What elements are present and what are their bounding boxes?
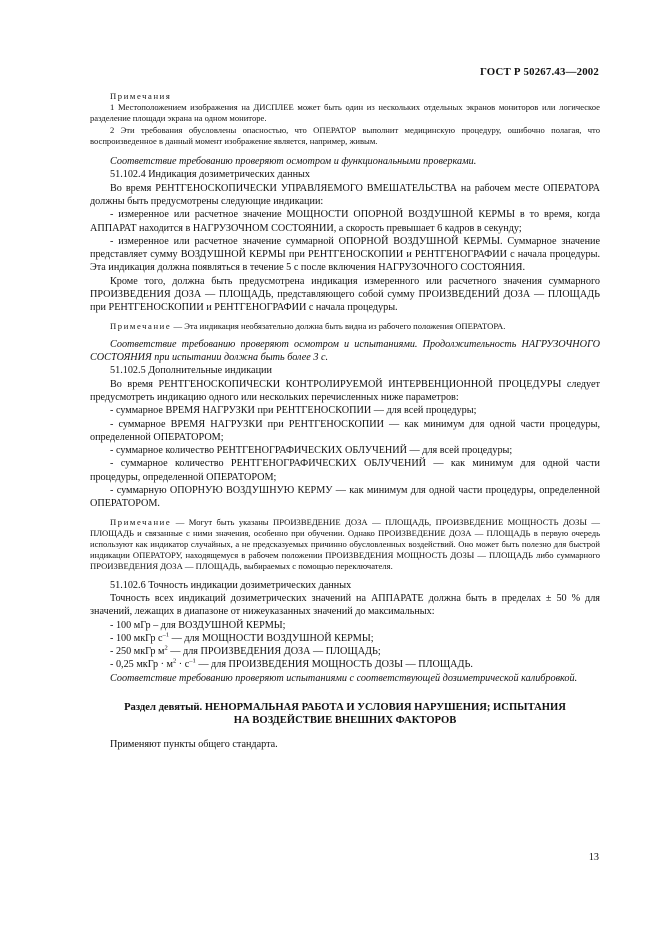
exponent: –1 [162, 631, 170, 639]
item-text: · с [176, 659, 190, 671]
notes-title: Примечания [110, 91, 172, 101]
list-item: - суммарную ОПОРНУЮ ВОЗДУШНУЮ КЕРМУ — как минимум для одной части процедуры, определенной ОПЕРАТОРОМ. [90, 485, 600, 510]
item-text: — для ПРОИЗВЕДЕНИЯ ДОЗА — ПЛОЩАДЬ; [167, 646, 381, 658]
clause-heading-51-102-6: 51.102.6 Точность индикации дозиметрических данных [110, 579, 352, 591]
item-text: — для МОЩНОСТИ ВОЗДУШНОЙ КЕРМЫ; [169, 632, 374, 644]
item-text: - 250 мкГр м [110, 646, 165, 658]
clause-heading-51-102-5: 51.102.5 Дополнительные индикации [110, 365, 272, 377]
page-number: 13 [588, 852, 599, 863]
note-2: 2 Эти требования обусловлены опасностью, что ОПЕРАТОР выполнит медицинскую процедуру, ошибочно полагая, что воспроизведенное в данный момент изображение является, например, живым. [90, 124, 600, 146]
item-text: - 100 мкГр с [110, 632, 163, 644]
document-code: ГОСТ Р 50267.43—2002 [479, 66, 599, 78]
page-content [90, 91, 600, 751]
section-title [90, 701, 600, 728]
item-text: - 0,25 мкГр · м [110, 659, 173, 671]
compliance-statement: Соответствие требованию проверяют испытаниями с соответствующей дозиметрической калибровкой. [110, 672, 578, 684]
paragraph: Точность всех индикаций дозиметрических значений на АППАРАТЕ должна быть в пределах ± 50 % для значений, лежащих в диапазоне от нижеуказанных значений до максимальных: [90, 592, 600, 618]
exponent: 2 [173, 658, 177, 666]
section-title-line-2: НА ВОЗДЕЙСТВИЕ ВНЕШНИХ ФАКТОРОВ [233, 715, 457, 727]
list-item: - суммарное ВРЕМЯ НАГРУЗКИ при РЕНТГЕНОСКОПИИ — для всей процедуры; [110, 405, 477, 417]
exponent: 2 [164, 644, 168, 652]
paragraph: Во время РЕНТГЕНОСКОПИЧЕСКИ КОНТРОЛИРУЕМОЙ ИНТЕРВЕНЦИОННОЙ ПРОЦЕДУРЫ следует предусмотреть индикацию одного или нескольких перечисленных ниже параметров: [90, 378, 600, 403]
clause-heading-51-102-4: 51.102.4 Индикация дозиметрических данных [110, 169, 310, 181]
list-item: - измеренное или расчетное значение МОЩНОСТИ ОПОРНОЙ ВОЗДУШНОЙ КЕРМЫ в то время, когда АППАРАТ находится в НАГРУЗОЧНОМ СОСТОЯНИИ, а скорость превышает 6 кадров в секунду; [90, 209, 600, 234]
note [90, 321, 600, 332]
note-label: Примечание [110, 320, 172, 331]
note-text: — Могут быть указаны ПРОИЗВЕДЕНИЕ ДОЗА — ПЛОЩАДЬ, ПРОИЗВЕДЕНИЕ МОЩНОСТЬ ДОЗЫ — ПЛОЩАДЬ и связанные с ними значения, особенно при обучении. Однако ПРОИЗВЕДЕНИЕ ДОЗА — ПЛОЩАДЬ в первую очередь используют как индикатор случайных, а не предсказуемых причинно обусловленных воздействий. Оно может быть полезно для быстрой индикации ОПЕРАТОРУ, находящемуся в рабочем положении ПРОИЗВЕДЕНИЯ МОЩНОСТЬ ДОЗЫ — ПЛОЩАДЬ либо суммарного ПРОИЗВЕДЕНИЯ ДОЗА — ПЛОЩАДЬ, выбираемых с помощью переключателя. [90, 516, 600, 572]
list-item: - суммарное количество РЕНТГЕНОГРАФИЧЕСКИХ ОБЛУЧЕНИЙ — для всей процедуры; [110, 445, 513, 457]
item-text: — для ПРОИЗВЕДЕНИЯ МОЩНОСТЬ ДОЗЫ — ПЛОЩАДЬ. [195, 659, 473, 671]
note-1: 1 Местоположением изображения на ДИСПЛЕЕ может быть один из нескольких отдельных экранов мониторов или логическое разделение площади экрана на одном мониторе. [90, 102, 600, 124]
paragraph: Применяют пункты общего стандарта. [110, 738, 278, 750]
list-item [90, 658, 600, 671]
exponent: –1 [189, 658, 196, 666]
paragraph: Кроме того, должна быть предусмотрена индикация измеренного или расчетного значения суммарного ПРОИЗВЕДЕНИЯ ДОЗА — ПЛОЩАДЬ, представляющего собой сумму ПРОИЗВЕДЕНИЙ ДОЗА — ПЛОЩАДЬ при РЕНТГЕНОСКОПИИ и РЕНТГЕНОГРАФИИ с начала процедуры. [90, 275, 600, 314]
compliance-statement: Соответствие требованию проверяют осмотром и испытаниями. Продолжительность НАГРУЗОЧНОГО СОСТОЯНИЯ при испытании должна быть более 3 с. [90, 338, 600, 364]
list-item [90, 632, 600, 645]
list-item: - суммарное ВРЕМЯ НАГРУЗКИ при РЕНТГЕНОСКОПИИ — как минимум для одной части процедуры, определенной ОПЕРАТОРОМ; [90, 418, 600, 443]
compliance-statement: Соответствие требованию проверяют осмотром и функциональными проверками. [110, 156, 477, 168]
section-title-line-1: Раздел девятый. НЕНОРМАЛЬНАЯ РАБОТА И УСЛОВИЯ НАРУШЕНИЯ; ИСПЫТАНИЯ [124, 702, 566, 714]
note [90, 517, 600, 573]
list-item [90, 645, 600, 658]
note-label: Примечание [110, 516, 172, 527]
paragraph: Во время РЕНТГЕНОСКОПИЧЕСКИ УПРАВЛЯЕМОГО ВМЕШАТЕЛЬСТВА на рабочем месте ОПЕРАТОРА должны быть предусмотрены следующие индикации: [90, 182, 600, 207]
list-item: - 100 мГр – для ВОЗДУШНОЙ КЕРМЫ; [110, 619, 286, 631]
note-text: — Эта индикация необязательно должна быть видна из рабочего положения ОПЕРАТОРА. [171, 320, 506, 331]
list-item: - измеренное или расчетное значение суммарной ОПОРНОЙ ВОЗДУШНОЙ КЕРМЫ. Суммарное значение представляет сумму ВОЗДУШНОЙ КЕРМЫ при РЕНТГЕНОСКОПИИ и РЕНТГЕНОГРАФИИ с начала процедуры. Эта индикация должна появляться в течение 5 с после включения НАГРУЗОЧНОГО СОСТОЯНИЯ. [90, 235, 600, 274]
list-item: - суммарное количество РЕНТГЕНОГРАФИЧЕСКИХ ОБЛУЧЕНИЙ — как минимум для одной части процедуры, определенной ОПЕРАТОРОМ; [90, 458, 600, 483]
